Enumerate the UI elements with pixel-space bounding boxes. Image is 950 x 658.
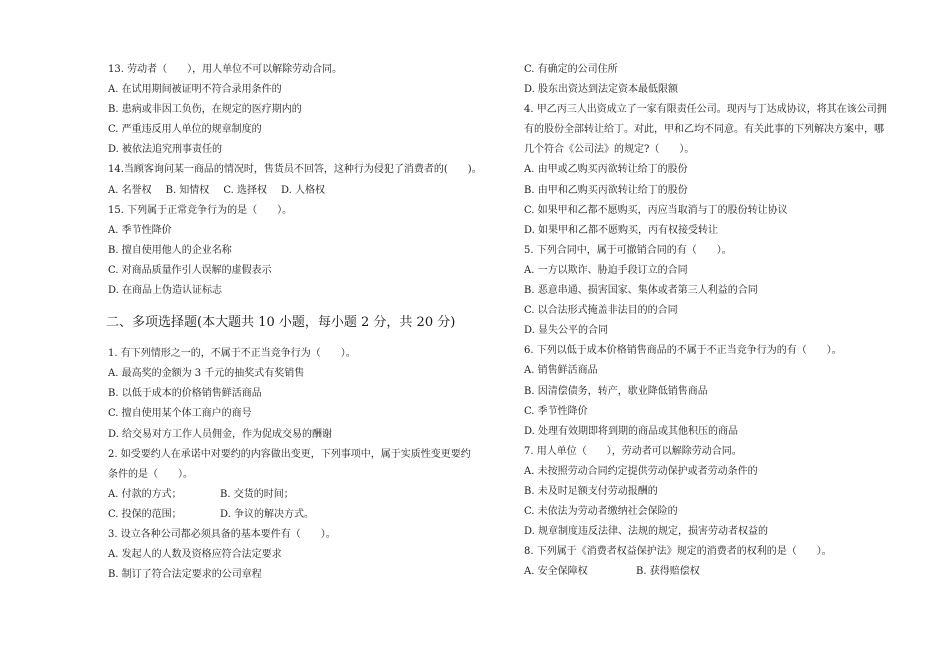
multi-question-1-option-b: B. 以低于成本的价格销售鲜活商品 xyxy=(108,388,262,400)
multi-question-1-option-a: A. 最高奖的金额为 3 千元的抽奖式有奖销售 xyxy=(108,368,305,380)
multi-question-4-option-b: B. 由甲和乙购买丙欲转让给丁的股份 xyxy=(524,184,688,196)
multi-question-6-option-a: A. 销售鲜活商品 xyxy=(524,365,598,377)
multi-question-5-option-d: D. 显失公平的合同 xyxy=(524,325,609,337)
multi-question-2-option-a: A. 付款的方式； xyxy=(108,488,182,500)
question-14-option-d: D. 人格权 xyxy=(280,184,325,196)
question-13-option-a: A. 在试用期间被证明不符合录用条件的 xyxy=(108,84,282,96)
section-title-multiple-choice: 二、多项选择题(本大题共 10 小题，每小题 2 分，共 20 分) xyxy=(106,315,456,331)
question-15-option-d: D. 在商品上伪造认证标志 xyxy=(108,285,223,297)
multi-question-7-option-b: B. 未及时足额支付劳动报酬的 xyxy=(524,485,658,497)
multi-question-4-option-c: C. 如果甲和乙都不愿购买，丙应当取消与丁的股份转让协议 xyxy=(524,204,788,216)
multi-question-7-option-a: A. 未按照劳动合同约定提供劳动保护或者劳动条件的 xyxy=(524,465,758,477)
multi-question-8-option-a: A. 安全保障权 xyxy=(524,566,588,578)
multi-question-6-option-c: C. 季节性降价 xyxy=(524,405,588,417)
multi-question-6-stem: 6. 下列以低于成本价格销售商品的不属于不正当竞争行为的有（ ）。 xyxy=(524,345,842,357)
multi-question-5-option-b: B. 恶意串通、损害国家、集体或者第三人利益的合同 xyxy=(524,285,758,297)
multi-question-2-option-d: D. 争议的解决方式。 xyxy=(220,508,315,520)
multi-question-3-option-b: B. 制订了符合法定要求的公司章程 xyxy=(108,569,262,581)
multi-question-4-option-a: A. 由甲或乙购买丙欲转让给丁的股份 xyxy=(524,164,688,176)
multi-question-6-option-d: D. 处理有效期即将到期的商品或其他积压的商品 xyxy=(524,425,739,437)
multi-question-5-option-a: A. 一方以欺诈、胁迫手段订立的合同 xyxy=(524,264,688,276)
multi-question-8-option-b: B. 获得赔偿权 xyxy=(636,566,700,578)
multi-question-5-stem: 5. 下列合同中，属于可撤销合同的有（ ）。 xyxy=(524,244,732,256)
left-column xyxy=(108,60,508,585)
question-14-option-c: C. 选择权 xyxy=(223,184,267,196)
question-13-stem: 13. 劳动者（ ），用人单位不可以解除劳动合同。 xyxy=(108,64,343,75)
multi-question-1-stem: 1. 有下列情形之一的，不属于不正当竞争行为（ ）。 xyxy=(108,348,356,360)
question-15-option-b: B. 擅自使用他人的企业名称 xyxy=(108,244,232,256)
multi-question-3-option-c: C. 有确定的公司住所 xyxy=(524,64,618,75)
multi-question-3-option-a: A. 发起人的人数及资格应符合法定要求 xyxy=(108,549,282,561)
multi-question-3-option-d: D. 股东出资达到法定资本最低限额 xyxy=(524,84,679,96)
multi-question-4-option-d: D. 如果甲和乙都不愿购买，丙有权接受转让 xyxy=(524,224,719,236)
multi-question-5-option-c: C. 以合法形式掩盖非法目的的合同 xyxy=(524,305,678,317)
multi-question-7-option-d: D. 规章制度违反法律、法规的规定，损害劳动者权益的 xyxy=(524,526,769,538)
multi-question-1-option-d: D. 给交易对方工作人员佣金，作为促成交易的酬谢 xyxy=(108,428,333,440)
question-13-option-b: B. 患病或非因工负伤，在规定的医疗期内的 xyxy=(108,104,302,116)
question-13-option-d: D. 被依法追究刑事责任的 xyxy=(108,144,223,156)
multi-question-2-option-b: B. 交货的时间； xyxy=(220,488,294,500)
question-15-option-a: A. 季节性降价 xyxy=(108,224,172,236)
question-14-stem: 14.当顾客询问某一商品的情况时，售货员不回答，这种行为侵犯了消费者的( )。 xyxy=(108,164,482,176)
multi-question-2-stem-line-2: 条件的是（ ）。 xyxy=(108,468,193,480)
multi-question-4-stem-line-3: 几个符合《公司法》的规定?（ ）。 xyxy=(524,144,695,156)
multi-question-7-stem: 7. 用人单位（ ），劳动者可以解除劳动合同。 xyxy=(524,445,742,457)
multi-question-8-stem: 8. 下列属于《消费者权益保护法》规定的消费者的权利的是（ ）。 xyxy=(524,546,832,558)
multi-question-2-option-c: C. 投保的范围； xyxy=(108,508,182,520)
question-15-option-c: C. 对商品质量作引人误解的虚假表示 xyxy=(108,264,272,276)
question-14-options xyxy=(108,181,508,201)
multi-question-2-options-row-1 xyxy=(108,485,508,505)
multi-question-4-stem-line-2: 有的股份全部转让给丁。对此，甲和乙均不同意。有关此事的下列解决方案中，哪 xyxy=(524,124,884,136)
question-14-option-a: A. 名誉权 xyxy=(108,184,152,196)
multi-question-1-option-c: C. 擅自使用某个体工商户的商号 xyxy=(108,408,252,420)
right-column xyxy=(524,60,934,582)
multi-question-6-option-b: B. 因清偿债务，转产，歇业降低销售商品 xyxy=(524,385,708,397)
multi-question-2-options-row-2 xyxy=(108,505,508,525)
question-13-option-c: C. 严重违反用人单位的规章制度的 xyxy=(108,124,262,136)
multi-question-2-stem-line-1: 2. 如受要约人在承诺中对要约的内容做出变更，下列事项中，属于实质性变更要约 xyxy=(108,448,471,460)
multi-question-4-stem-line-1: 4. 甲乙丙三人出资成立了一家有限责任公司。现丙与丁达成协议，将其在该公司拥 xyxy=(524,104,887,116)
question-14-option-b: B. 知情权 xyxy=(165,184,210,196)
multi-question-7-option-c: C. 未依法为劳动者缴纳社会保险的 xyxy=(524,506,678,518)
multi-question-8-options-row-1 xyxy=(524,562,934,582)
multi-question-3-stem: 3. 设立各种公司都必须具备的基本要件有（ ）。 xyxy=(108,528,336,540)
question-15-stem: 15. 下列属于正常竞争行为的是（ ）。 xyxy=(108,204,293,216)
